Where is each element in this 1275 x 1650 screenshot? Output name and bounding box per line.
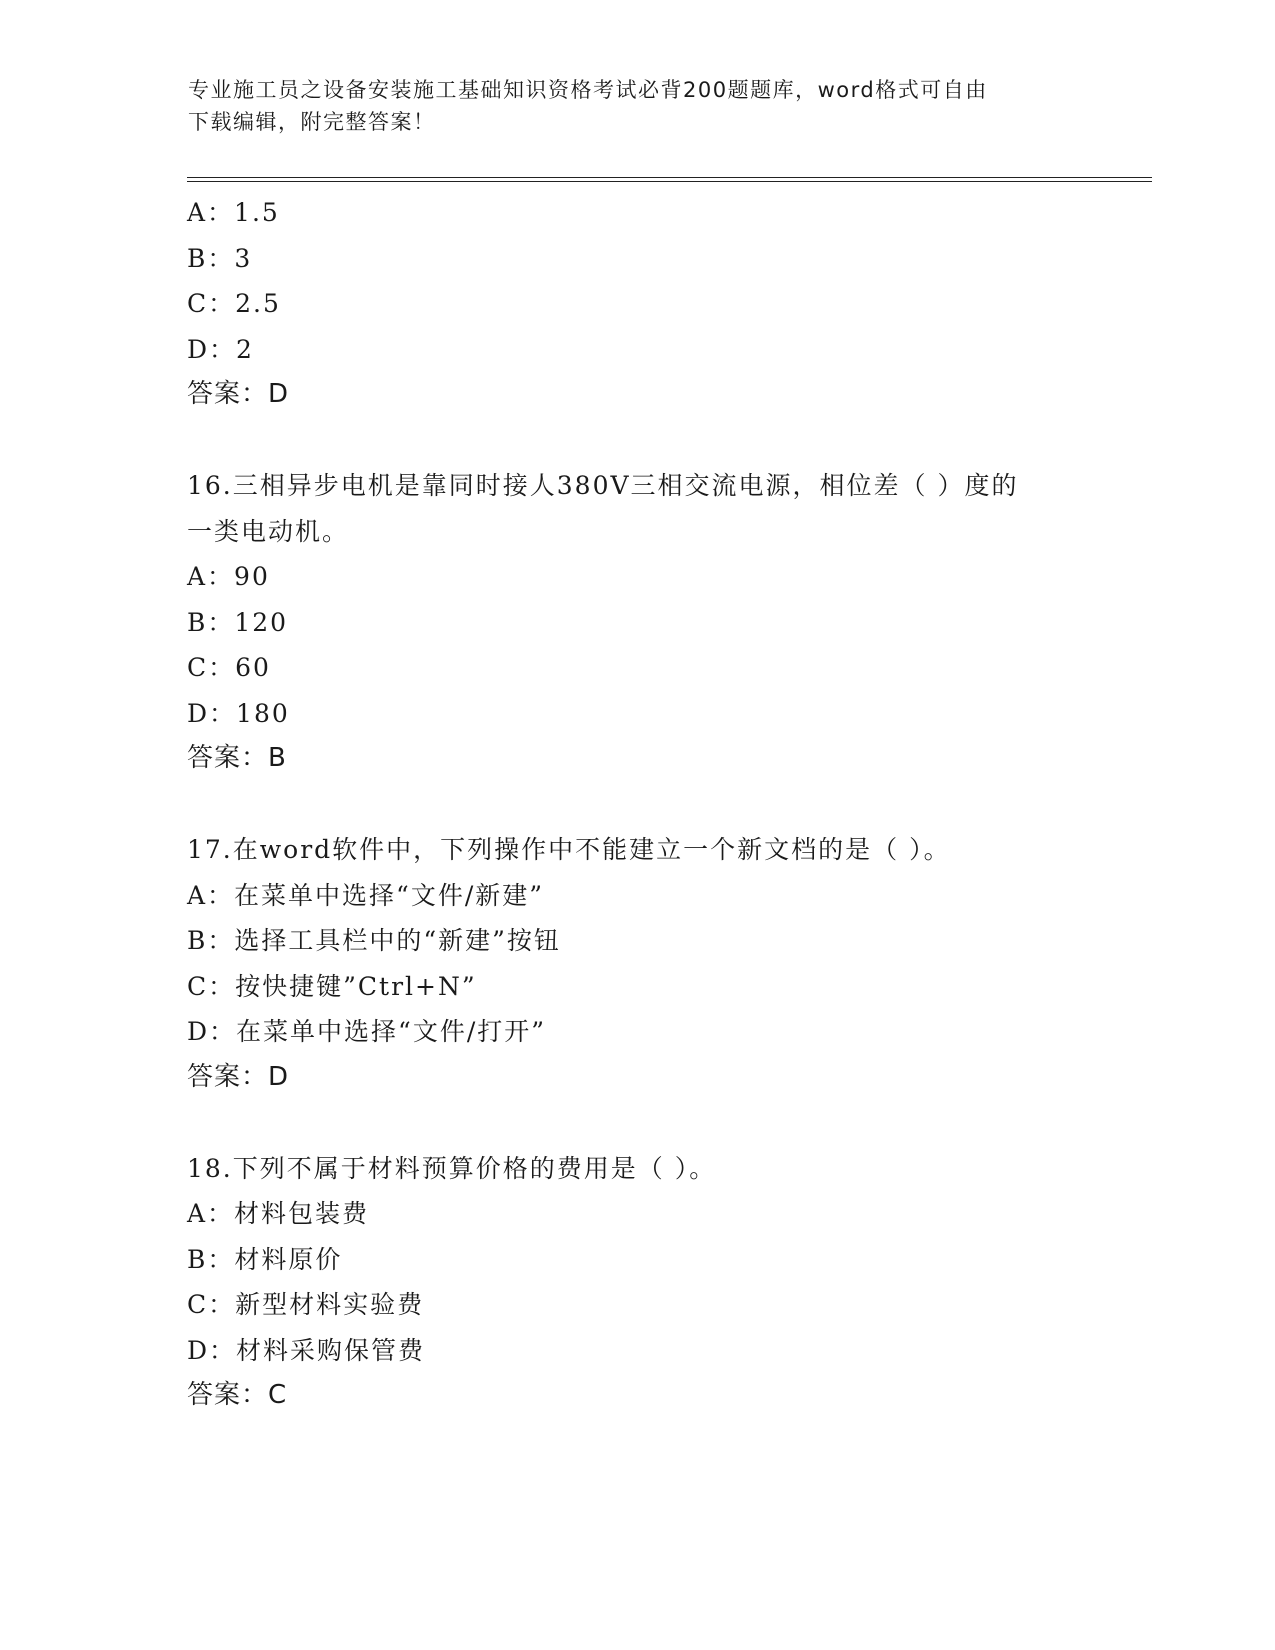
question-stem-cont: 一类电动机。 (187, 516, 350, 546)
option-d: D：180 (187, 698, 290, 728)
prev-question-block (187, 190, 1147, 418)
question-16 (187, 463, 1147, 782)
header-line-2: 下载编辑，附完整答案！ (188, 110, 436, 134)
header-divider (187, 177, 1152, 182)
question-stem: 18.下列不属于材料预算价格的费用是（ ）。 (187, 1153, 717, 1183)
option-b: B：3 (187, 243, 253, 273)
question-18 (187, 1146, 1147, 1419)
answer-line: 答案：C (187, 1380, 288, 1410)
spacer (187, 782, 1147, 828)
option-d: D：在菜单中选择“文件/打开” (187, 1017, 547, 1046)
spacer (187, 418, 1147, 464)
spacer (187, 1100, 1147, 1146)
option-c: C：2.5 (187, 289, 281, 318)
answer-line: 答案：D (187, 379, 290, 409)
option-c: C：按快捷键”Ctrl+N” (187, 971, 477, 1001)
option-a: A：1.5 (187, 198, 280, 227)
option-d: D：材料采购保管费 (187, 1335, 426, 1365)
question-17 (187, 827, 1147, 1100)
option-a: A：在菜单中选择“文件/新建” (187, 880, 545, 910)
option-a: A：材料包装费 (187, 1199, 370, 1228)
question-stem: 17.在word软件中，下列操作中不能建立一个新文档的是（ ）。 (187, 835, 951, 864)
question-stem: 16.三相异步电机是靠同时接人380V三相交流电源，相位差（ ）度的 (187, 471, 1019, 500)
document-header (188, 74, 1068, 138)
option-a: A：90 (187, 562, 270, 591)
option-b: B：材料原价 (187, 1244, 343, 1274)
option-c: C：60 (187, 653, 271, 682)
option-c: C：新型材料实验费 (187, 1290, 425, 1319)
answer-line: 答案：D (187, 1061, 290, 1092)
question-list (187, 190, 1147, 1419)
option-d: D：2 (187, 334, 254, 364)
answer-line: 答案：B (187, 743, 287, 773)
option-b: B：120 (187, 607, 289, 637)
option-b: B：选择工具栏中的“新建”按钮 (187, 926, 561, 955)
header-line-1: 专业施工员之设备安装施工基础知识资格考试必背200题题库，word格式可自由 (188, 78, 988, 102)
